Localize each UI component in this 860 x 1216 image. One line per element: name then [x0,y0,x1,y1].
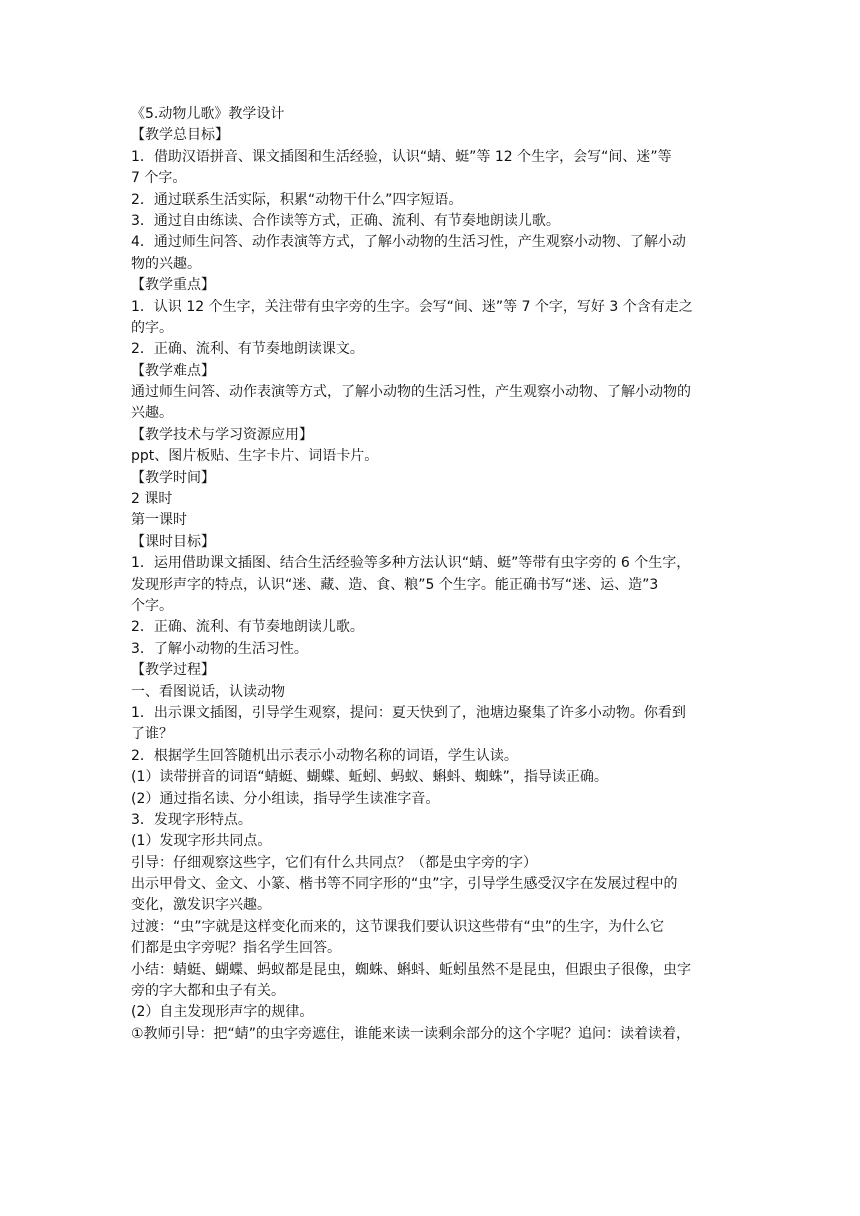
text-line: 的字。 [131,319,173,336]
text-line: ①教师引导：把“蜻”的虫字旁遮住，谁能来读一读剩余部分的这个字呢？追问：读着读着， [131,1025,691,1042]
text-line: 【教学过程】 [131,662,215,679]
text-line: 通过师生问答、动作表演等方式，了解小动物的生活习性，产生观察小动物、了解小动物的 [131,384,691,401]
text-line: (1）发现字形共同点。 [131,833,272,850]
text-line: 3．发现字形特点。 [131,811,252,828]
text-line: 《5.动物儿歌》教学设计 [131,106,285,122]
text-line: 4．通过师生问答、动作表演等方式，了解小动物的生活习性，产生观察小动物、了解小动 [131,234,686,251]
text-line: 1．认识 12 个生字，关注带有虫字旁的生字。会写“间、迷”等 7 个字，写好 3 个含有走之 [131,298,693,315]
text-line: ppt、图片板贴、生字卡片、词语卡片。 [131,448,379,465]
text-line: 7 个字。 [131,170,187,187]
text-line: 个字。 [131,597,173,614]
text-line: 过渡：“虫”字就是这样变化而来的，这节课我们要认识这些带有“虫”的生字，为什么它 [131,918,665,935]
text-line: 第一课时 [131,512,187,529]
text-line: 小结：蜻蜓、蝴蝶、蚂蚁都是昆虫，蜘蛛、蝌蚪、蚯蚓虽然不是昆虫，但跟虫子很像，虫字 [131,961,691,978]
text-line: 们都是虫字旁呢？指名学生回答。 [131,940,341,957]
text-line: 兴趣。 [131,405,173,422]
text-line: 旁的字大都和虫子有关。 [131,983,285,1000]
text-line: 2 课时 [131,491,173,508]
text-line: (1）读带拼音的词语“蜻蜓、蝴蝶、蚯蚓、蚂蚁、蝌蚪、蜘蛛”，指导读正确。 [131,769,608,786]
text-line: 2．通过联系生活实际，积累“动物干什么”四字短语。 [131,191,463,208]
text-line: 发现形声字的特点，认识“迷、藏、造、食、粮”5 个生字。能正确书写“迷、运、造”3 [131,576,659,593]
text-line: 引导：仔细观察这些字，它们有什么共同点？（都是虫字旁的字） [131,854,537,871]
text-line: (2）通过指名读、分小组读，指导学生读准字音。 [131,790,440,807]
text-line: 1．出示课文插图，引导学生观察，提问：夏天快到了，池塘边聚集了许多小动物。你看到 [131,704,686,721]
text-line: 【教学难点】 [131,362,215,379]
text-line: 【教学时间】 [131,469,215,486]
text-line: 了谁？ [131,726,173,743]
text-line: 1．借助汉语拼音、课文插图和生活经验，认识“蜻、蜓”等 12 个生字，会写“间、迷”等 [131,148,672,165]
text-line: 一、看图说话，认读动物 [131,683,285,700]
text-line: 2．正确、流利、有节奏地朗读课文。 [131,341,364,358]
text-line: 出示甲骨文、金文、小篆、楷书等不同字形的“虫”字，引导学生感受汉字在发展过程中的 [131,876,678,893]
text-line: 物的兴趣。 [131,255,201,272]
document-page [131,104,731,1045]
text-line: 变化，激发识字兴趣。 [131,897,271,914]
text-line: 【课时目标】 [131,533,215,550]
text-line: 【教学技术与学习资源应用】 [131,426,313,443]
text-line: 【教学重点】 [131,277,215,294]
text-line: 1．运用借助课文插图、结合生活经验等多种方法认识“蜻、蜓”等带有虫字旁的 6 个生字， [131,555,691,572]
text-line: (2）自主发现形声字的规律。 [131,1004,314,1021]
text-line: 3．了解小动物的生活习性。 [131,640,308,657]
text-line: 2．根据学生回答随机出示表示小动物名称的词语，学生认读。 [131,747,518,764]
text-line: 2．正确、流利、有节奏地朗读儿歌。 [131,619,364,636]
text-line: 【教学总目标】 [131,127,229,144]
text-line: 3．通过自由练读、合作读等方式，正确、流利、有节奏地朗读儿歌。 [131,212,560,229]
